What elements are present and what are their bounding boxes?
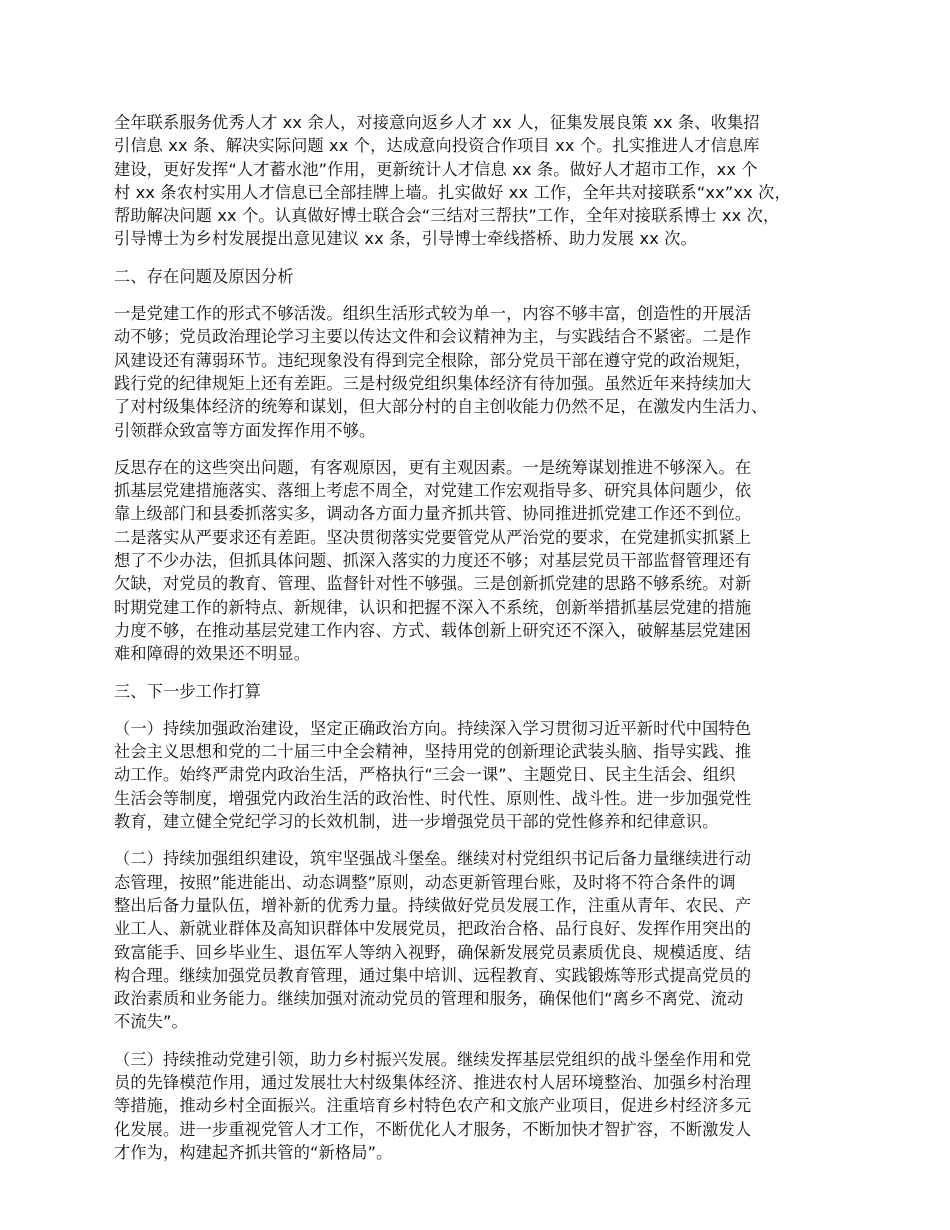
text-line: 想了不少办法，但抓具体问题、抓深入落实的力度还不够；对基层党员干部监督管理还有 — [114, 551, 752, 571]
paragraph-political-building — [114, 717, 856, 833]
text-line: 践行党的纪律规矩上还有差距。三是村级党组织集体经济有待加强。虽然近年来持续加大 — [114, 373, 752, 393]
text-line: 时期党建工作的新特点、新规律，认识和把握不深入不系统，创新举措抓基层党建的措施 — [114, 597, 752, 617]
text-line: 业工人、新就业群体及高知识群体中发展党员，把政治合格、品行良好、发挥作用突出的 — [114, 919, 752, 939]
text-line: 生活会等制度，增强党内政治生活的政治性、时代性、原则性、战斗性。进一步加强党性 — [114, 788, 752, 808]
text-line: 员的先锋模范作用，通过发展壮大村级集体经济、推进农村人居环境整治、加强乡村治理 — [114, 1072, 752, 1092]
text-line: 力度不够，在推动基层党建工作内容、方式、载体创新上研究还不深入，破解基层党建困 — [114, 620, 752, 640]
text-line: （三）持续推动党建引领，助力乡村振兴发展。继续发挥基层党组织的战斗堡垒作用和党 — [114, 1049, 752, 1069]
document-page — [114, 111, 856, 1178]
text-line: 全年联系服务优秀人才 xx 余人，对接意向返乡人才 xx 人，征集发展良策 xx 条、收集招 — [114, 113, 760, 132]
text-line: 村 xx 条农村实用人才信息已全部挂牌上墙。扎实做好 xx 工作，全年共对接联系“xx”xx 次， — [114, 182, 791, 202]
paragraph-organization-building — [114, 847, 856, 1033]
text-line: 动工作。始终严肃党内政治生活，严格执行“三会一课”、主题党日、民主生活会、组织 — [114, 765, 736, 785]
text-line: 反思存在的这些突出问题，有客观原因，更有主观因素。一是统筹谋划推进不够深入。在 — [114, 457, 752, 477]
text-line: 抓基层党建措施落实、落细上考虑不周全，对党建工作宏观指导多、研究具体问题少，依 — [114, 481, 752, 501]
text-line: 欠缺，对党员的教育、管理、监督针对性不够强。三是创新抓党建的思路不够系统。对新 — [114, 574, 752, 594]
section-heading-problems: 二、存在问题及原因分析 — [114, 266, 294, 286]
text-line: 风建设还有薄弱环节。违纪现象没有得到完全根除，部分党员干部在遵守党的政治规矩， — [114, 350, 752, 370]
text-line: 靠上级部门和县委抓落实多，调动各方面力量齐抓共管、协同推进抓党建工作还不到位。 — [114, 504, 752, 524]
text-line: 动不够；党员政治理论学习主要以传达文件和会议精神为主，与实践结合不紧密。二是作 — [114, 327, 752, 347]
text-line: （二）持续加强组织建设，筑牢坚强战斗堡垒。继续对村党组织书记后备力量继续进行动 — [114, 849, 752, 869]
paragraph-problems — [114, 302, 856, 442]
text-line: 一是党建工作的形式不够活泼。组织生活形式较为单一，内容不够丰富，创造性的开展活 — [114, 304, 752, 324]
text-line: 引信息 xx 条、解决实际问题 xx 个，达成意向投资合作项目 xx 个。扎实推进人才信息库 — [114, 136, 760, 156]
section-heading-next-steps: 三、下一步工作打算 — [114, 681, 262, 701]
text-line: 建设，更好发挥“人才蓄水池”作用，更新统计人才信息 xx 条。做好人才超市工作，xx 个 — [114, 159, 758, 179]
text-line: 帮助解决问题 xx 个。认真做好博士联合会“三结对三帮扶”工作，全年对接联系博士 xx 次， — [114, 206, 780, 226]
text-line: 才作为，构建起齐抓共管的“新格局”。 — [114, 1142, 393, 1162]
text-line: 态管理，按照”能进能出、动态调整”原则，动态更新管理台账，及时将不符合条件的调 — [114, 872, 736, 892]
text-line: 整出后备力量队伍，增补新的优秀力量。持续做好党员发展工作，注重从青年、农民、产 — [114, 895, 752, 915]
text-line: 引导博士为乡村发展提出意见建议 xx 条，引导博士牵线搭桥、助力发展 xx 次。 — [114, 229, 697, 249]
text-line: 政治素质和业务能力。继续加强对流动党员的管理和服务，确保他们“离乡不离党、流动 — [114, 989, 744, 1009]
text-line: 不流失”。 — [114, 1012, 188, 1032]
text-line: 教育，建立健全党纪学习的长效机制，进一步增强党员干部的党性修养和纪律意识。 — [114, 812, 719, 832]
text-line: 致富能手、回乡毕业生、退伍军人等纳入视野，确保新发展党员素质优良、规模适度、结 — [114, 942, 752, 962]
text-line: 社会主义思想和党的二十届三中全会精神，坚持用党的创新理论武装头脑、指导实践、推 — [114, 742, 752, 762]
text-line: 等措施，推动乡村全面振兴。注重培育乡村特色农产和文旅产业项目，促进乡村经济多元 — [114, 1096, 752, 1116]
text-line: 二是落实从严要求还有差距。坚决贯彻落实党要管党从严治党的要求，在党建抓实抓紧上 — [114, 527, 752, 547]
paragraph-rural-revitalization — [114, 1048, 856, 1164]
text-line: 化发展。进一步重视党管人才工作，不断优化人才服务，不断加快才智扩容，不断激发人 — [114, 1119, 752, 1139]
text-line: 了对村级集体经济的统筹和谋划，但大部分村的自主创收能力仍然不足，在激发内生活力、 — [114, 397, 768, 417]
paragraph-talent-work — [114, 111, 856, 251]
text-line: （一）持续加强政治建设，坚定正确政治方向。持续深入学习贯彻习近平新时代中国特色 — [114, 718, 752, 738]
text-line: 引领群众致富等方面发挥作用不够。 — [114, 420, 376, 440]
paragraph-reflection — [114, 456, 856, 666]
text-line: 构合理。继续加强党员教育管理，通过集中培训、远程教育、实践锻炼等形式提高党员的 — [114, 965, 752, 985]
text-line: 难和障碍的效果还不明显。 — [114, 644, 311, 664]
